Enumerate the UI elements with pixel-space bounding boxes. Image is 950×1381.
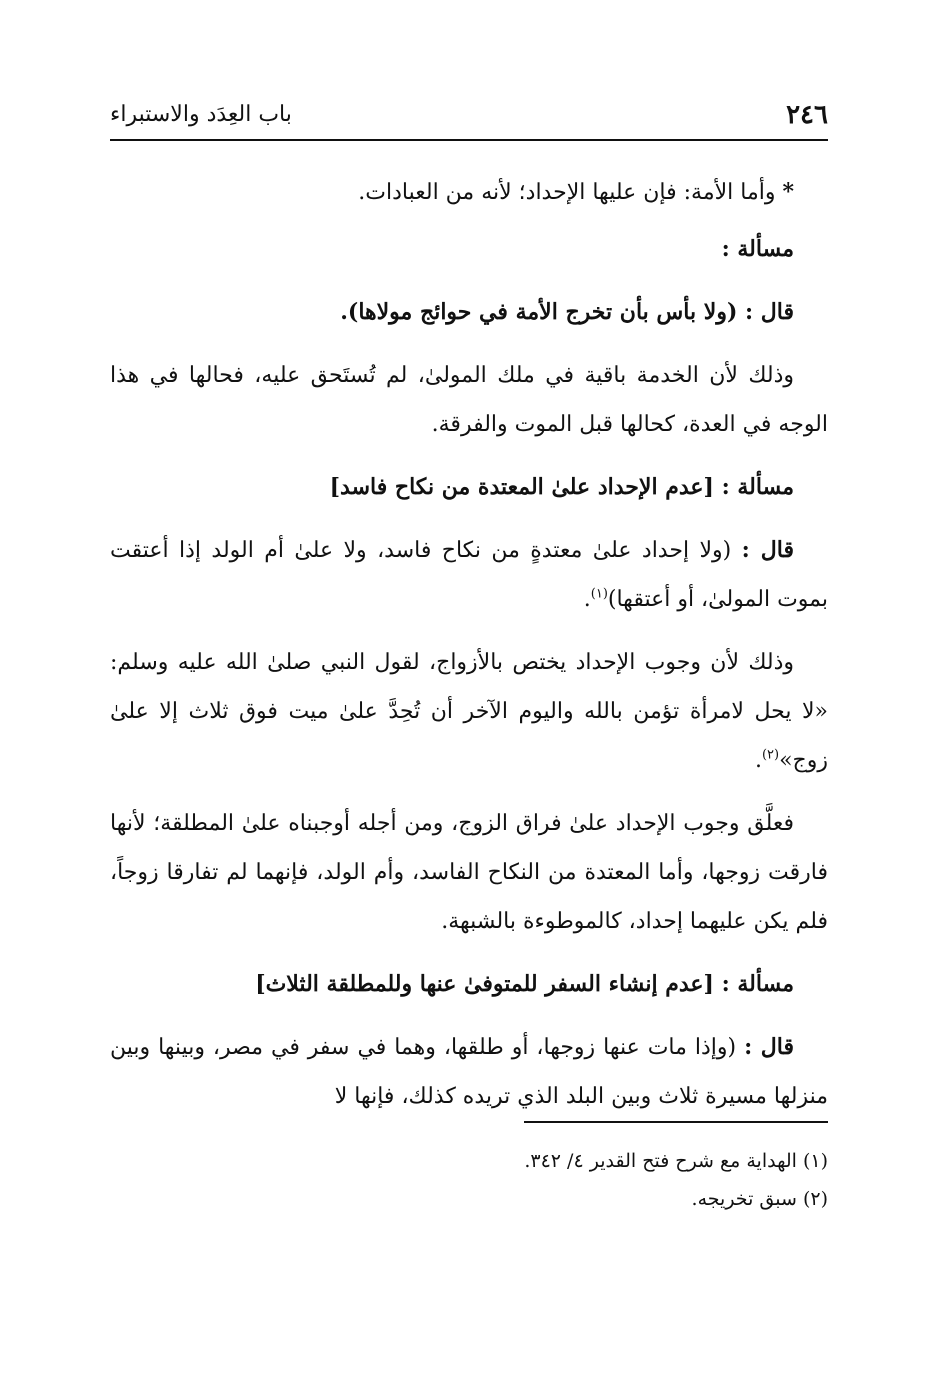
issue-label: مسألة : <box>721 971 794 997</box>
main-text <box>110 168 828 1135</box>
issue-title: [عدم الإحداد علىٰ المعتدة من نكاح فاسد] <box>329 474 722 500</box>
paragraph-qal-1 <box>110 288 828 337</box>
footnote-1: (١) الهداية مع شرح فتح القدير ٤/ ٣٤٢. <box>524 1150 828 1172</box>
sentence-end: . <box>754 748 762 773</box>
qal-label: قال : <box>745 299 794 325</box>
paragraph-text: وذلك لأن وجوب الإحداد يختص بالأزواج، لقول النبي صلىٰ الله عليه وسلم: «لا يحل لامرأة تؤمن بالله واليوم الآخر أن تُحِدَّ علىٰ ميت فوق ثلاث إلا علىٰ زوج» <box>110 650 828 773</box>
quoted-text: (ولا إحداد علىٰ معتدةٍ من نكاح فاسد، ولا علىٰ أم الولد إذا أعتقت بموت المولىٰ، أو أعتقها) <box>110 538 828 612</box>
footnote-2: (٢) سبق تخريجه. <box>691 1188 828 1210</box>
asterisk-marker: * <box>782 179 794 205</box>
sentence-end: . <box>583 587 591 612</box>
paragraph-explanation-1: وذلك لأن الخدمة باقية في ملك المولىٰ، لم تُستَحق عليه، فحالها في هذا الوجه في العدة، كحالها قبل الموت والفرقة. <box>110 363 828 437</box>
paragraph-hadith <box>110 638 828 785</box>
running-title: باب العِدَد والاستبراء <box>110 102 292 127</box>
footnote-rule <box>524 1121 828 1123</box>
footnotes <box>300 1142 828 1218</box>
qal-label: قال : <box>744 1034 795 1060</box>
paragraph-slave-woman <box>110 168 828 217</box>
issue-label: مسألة : <box>721 474 794 500</box>
paragraph-qal-2 <box>110 526 828 624</box>
issue-heading-invalid-marriage <box>110 463 828 512</box>
paragraph-explanation-2: فعلَّق وجوب الإحداد علىٰ فراق الزوج، ومن أجله أوجبناه علىٰ المطلقة؛ لأنها فارقت زوجها، وأما المعتدة من النكاح الفاسد، وأم الولد، فإنهما لم تفارقا زوجاً، فلم يكن عليهما إحداد، كالموطوءة بالشبهة. <box>110 811 828 934</box>
page-header <box>110 96 828 136</box>
footnote-ref-2: (٢) <box>761 747 780 763</box>
issue-heading-travel <box>110 960 828 1009</box>
quoted-text: (ولا بأس بأن تخرج الأمة في حوائج مولاها). <box>340 299 746 325</box>
issue-heading: مسألة : <box>721 236 794 262</box>
paragraph-text: وأما الأمة: فإن عليها الإحداد؛ لأنه من العبادات. <box>358 180 783 205</box>
paragraph-qal-3 <box>110 1023 828 1121</box>
issue-title: [عدم إنشاء السفر للمتوفىٰ عنها وللمطلقة الثلاث] <box>255 971 722 997</box>
qal-label: قال : <box>741 537 794 563</box>
footnote-ref-1: (١) <box>590 586 608 602</box>
quoted-text: (وإذا مات عنها زوجها، أو طلقها، وهما في سفر في مصر، وبينها وبين منزلها مسيرة ثلاث وبين البلد الذي تريده كذلك، فإنها لا <box>110 1035 828 1109</box>
page-number: ٢٤٦ <box>786 100 828 130</box>
header-rule <box>110 139 828 141</box>
